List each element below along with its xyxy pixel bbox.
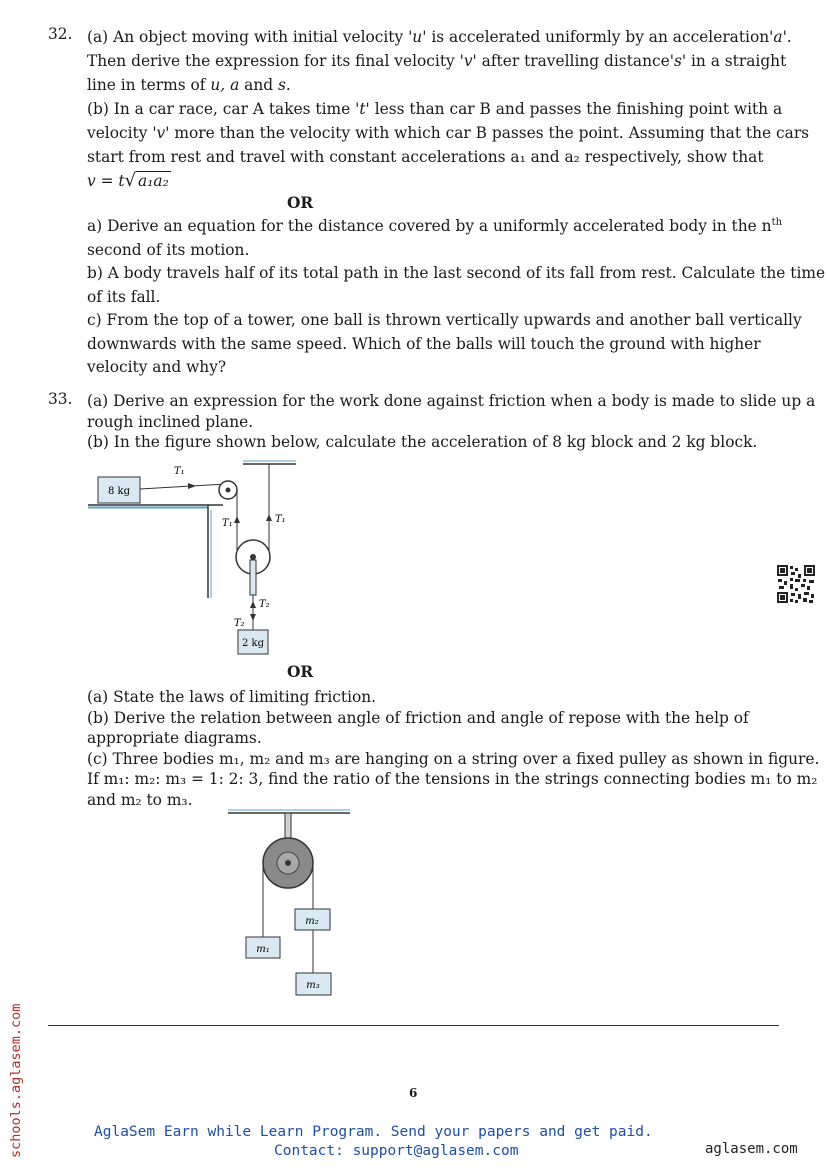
footer-divider [48,1025,779,1026]
q32-alt-c-line-3: velocity and why? [87,358,227,376]
mass-m1-label: m₁ [256,944,270,955]
q32-alt-b-line-2: of its fall. [87,287,161,306]
tension-t1-top-label: T₁ [174,466,185,477]
question-33-body [87,391,815,453]
site-url[interactable]: aglasem.com [705,1141,798,1157]
qr-code-icon [776,564,816,604]
or-divider-q32: OR [287,194,314,212]
q32-b-line-1: (b) In a car race, car A takes time 't' less than car B and passes the finishing point with a [87,100,783,118]
question-32-body [87,25,809,193]
q32-alt-c-line-1: c) From the top of a tower, one ball is thrown vertically upwards and another ball vertically [87,311,802,329]
footer-promo-text: AglaSem Earn while Learn Program. Send your papers and get paid. [94,1124,653,1140]
vertical-site-url: schools.aglasem.com [8,1003,24,1158]
q32-alt-a-line-1: a) Derive an equation for the distance covered by a uniformly accelerated body in the $n^{th}$ [87,216,783,235]
q33-a-line-1: (a) Derive an expression for the work done against friction when a body is made to slide up a [87,392,816,410]
q32-alt-a-line-2: second of its motion. [87,240,250,259]
q32-a-line-3: line in terms of u, a and s. [87,76,291,94]
q32-a-line-1: (a) An object moving with initial velocity 'u' is accelerated uniformly by an acceleration'a'. [87,28,792,46]
q32-alt-b-line-1: b) A body travels half of its total path in the last second of its fall from rest. Calculate the time [87,264,826,282]
q32-a-line-2: Then derive the expression for its final velocity 'v' after travelling distance's' in a straight [87,52,787,70]
mass-m2-label: m₂ [305,916,319,927]
q33-alt-c-line-1: (c) Three bodies m₁, m₂ and m₃ are hanging on a string over a fixed pulley as shown in figure. [87,749,820,768]
block-8kg-label: 8 kg [107,486,131,497]
page-number: 6 [409,1086,418,1100]
q32-b-equation: v = t√ a₁a₂ [87,170,169,191]
q32-alt-c-line-2: downwards with the same speed. Which of the balls will touch the ground with higher [87,334,761,353]
pulley-figure-2 [226,806,354,1002]
tension-t1-right-label: T₁ [275,514,286,525]
q33-alt-c-line-2: If m₁: m₂: m₃ = 1: 2: 3, find the ratio of the tensions in the strings connecting bodies m₁ to m₂ [87,770,818,788]
tension-t2-lower-label: T₂ [234,618,245,629]
block-2kg-label: 2 kg [241,638,265,649]
q32-b-line-3: start from rest and travel with constant accelerations a₁ and a₂ respectively, show that [87,148,764,166]
or-divider-q33: OR [287,663,314,681]
footer-contact-link[interactable]: Contact: support@aglasem.com [274,1143,519,1159]
question-33-alternative [87,687,819,810]
question-number-33: 33. [48,390,73,408]
question-number-32: 32. [48,25,73,43]
mass-m3-label: m₃ [306,980,320,991]
question-32-alternative [87,215,825,380]
q33-alt-c-line-3: and m₂ to m₃. [87,790,193,809]
tension-t1-left-label: T₁ [222,518,233,529]
q33-alt-b-line-1: (b) Derive the relation between angle of friction and angle of repose with the help of [87,708,749,727]
tension-t2-upper-label: T₂ [259,599,270,610]
q32-b-line-2: velocity 'v' more than the velocity with which car B passes the point. Assuming that the cars [87,124,810,142]
q33-alt-a-line-1: (a) State the laws of limiting friction. [87,688,377,706]
q33-alt-b-line-2: appropriate diagrams. [87,729,262,747]
pulley-figure-1 [88,458,303,660]
q33-a-line-2: rough inclined plane. [87,412,254,431]
q33-b-line-1: (b) In the figure shown below, calculate the acceleration of 8 kg block and 2 kg block. [87,433,758,451]
